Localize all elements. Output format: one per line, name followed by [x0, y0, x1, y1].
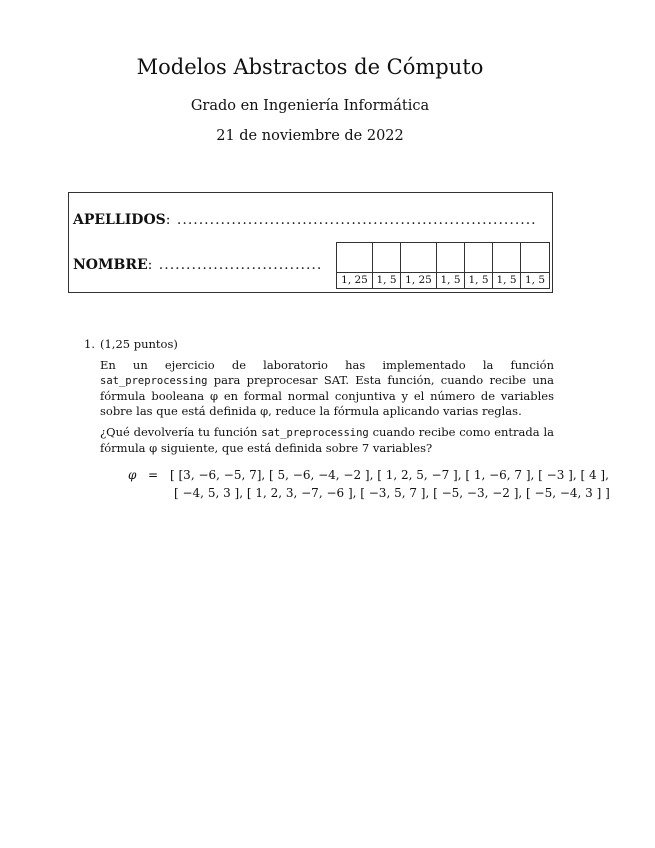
function-name: sat_preprocessing	[100, 375, 208, 387]
formula-equals: =	[148, 468, 159, 482]
formula-phi	[128, 468, 610, 500]
score-table	[336, 242, 550, 289]
problem-statement	[100, 358, 554, 462]
nombre-dots: : ..............................	[147, 257, 323, 273]
score-weight: 1, 25	[401, 273, 437, 289]
apellidos-field[interactable]	[73, 212, 537, 228]
nombre-field[interactable]	[73, 257, 322, 273]
score-cell[interactable]	[493, 243, 521, 273]
score-weight: 1, 5	[493, 273, 521, 289]
student-info-box	[68, 192, 553, 293]
score-weight: 1, 5	[373, 273, 401, 289]
exam-date: 21 de noviembre de 2022	[216, 128, 404, 144]
score-cell[interactable]	[337, 243, 373, 273]
problem-paragraph-1: En un ejercicio de laboratorio has implementado la función sat_preprocessing para preprocesar SAT. Esta función, cuando recibe una fórmula booleana φ en formal normal conjuntiva y el número de variables sobre las que está definida φ, reduce la fórmula aplicando varias reglas.	[100, 358, 554, 418]
problem-number: 1.	[84, 337, 95, 351]
formula-lhs: φ	[128, 468, 137, 482]
score-cell[interactable]	[465, 243, 493, 273]
function-name: sat_preprocessing	[261, 427, 369, 439]
nombre-label: NOMBRE	[73, 257, 148, 273]
score-cell[interactable]	[437, 243, 465, 273]
degree-subtitle: Grado en Ingeniería Informática	[190, 98, 430, 114]
score-cell[interactable]	[521, 243, 550, 273]
formula-line-1: [ [3, −6, −5, 7], [ 5, −6, −4, −2 ], [ 1, 2, 5, −7 ], [ 1, −6, 7 ], [ −3 ], [ 4 ],	[170, 468, 609, 482]
problem-paragraph-2: ¿Qué devolvería tu función sat_preprocessing cuando recibe como entrada la fórmula φ siguiente, que está definida sobre 7 variables?	[100, 425, 554, 455]
score-weight: 1, 5	[465, 273, 493, 289]
score-cell[interactable]	[401, 243, 437, 273]
score-weight: 1, 5	[437, 273, 465, 289]
score-weight: 1, 25	[337, 273, 373, 289]
problem-points: (1,25 puntos)	[100, 337, 178, 351]
apellidos-dots: : ..................................................................	[165, 212, 537, 228]
apellidos-label: APELLIDOS	[73, 212, 166, 228]
score-cell[interactable]	[373, 243, 401, 273]
formula-line-2: [ −4, 5, 3 ], [ 1, 2, 3, −7, −6 ], [ −3, 5, 7 ], [ −5, −3, −2 ], [ −5, −4, 3 ] ]	[174, 486, 610, 500]
document-title: Modelos Abstractos de Cómputo	[136, 55, 484, 79]
score-weight: 1, 5	[521, 273, 550, 289]
